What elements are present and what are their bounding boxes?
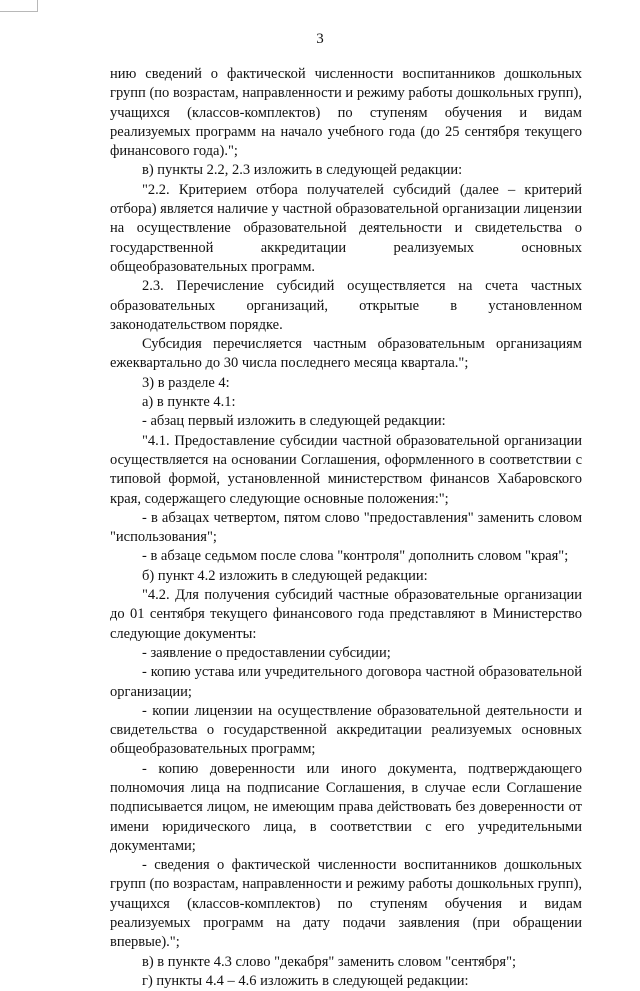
paragraph: нию сведений о фактической численности воспитанников дошкольных групп (по возрастам, направленности и режиму работы дошкольных групп), учащихся (классов-комплектов) по ступеням обучения и видам реализуемых программ на начало учебного года (до 25 сентября текущего финансового года)."; [110,66,582,160]
paragraph: в) в пункте 4.3 слово "декабря" заменить словом "сентября"; [142,953,517,970]
paragraph: Субсидия перечисляется частным образовательным организациям ежеквартально до 30 числа последнего месяца квартала."; [110,336,582,372]
page-number: 3 [316,31,324,47]
paragraph: - заявление о предоставлении субсидии; [142,644,391,661]
paragraph: г) пункты 4.4 – 4.6 изложить в следующей редакции: [142,972,469,989]
paragraph: - в абзаце седьмом после слова "контроля" дополнить словом "края"; [142,548,569,565]
paragraph: а) в пункте 4.1: [142,394,236,411]
paragraph: - копии лицензии на осуществление образовательной деятельности и свидетельства о государственной аккредитации реализуемых основных общеобразовательных программ; [110,702,582,758]
paragraph: 2.3. Перечисление субсидий осуществляется на счета частных образовательных организаций, открытые в установленном законодательством порядке. [110,278,582,333]
paragraph: в) пункты 2.2, 2.3 изложить в следующей редакции: [142,162,463,179]
paragraph: - абзац первый изложить в следующей редакции: [142,413,446,430]
document-body [110,65,582,991]
paragraph: 3) в разделе 4: [142,374,230,391]
paragraph: "4.1. Предоставление субсидии частной образовательной организации осуществляется на основании Соглашения, оформленного в соответствии с типовой формой, установленной министерством финансов Хабаровского края, содержащего следующие основные положения:"; [110,432,582,507]
paragraph: - копию устава или учредительного договора частной образовательной организации; [110,664,582,700]
paragraph: - в абзацах четвертом, пятом слово "предоставления" заменить словом "использования"; [110,509,582,546]
paragraph: - сведения о фактической численности воспитанников дошкольных групп (по возрастам, направленности и режиму работы дошкольных групп), учащихся (классов-комплектов) по ступеням обучения и видам реализуемых программ на дату подачи заявления (при обращении впервые)."; [110,857,582,951]
scan-corner-mark [0,0,38,12]
paragraph: "2.2. Критерием отбора получателей субсидий (далее – критерий отбора) является наличие у частной образовательной организации лицензии на осуществление образовательной деятельности и свидетельства о государственной аккредитации реализуемых основных общеобразовательных программ. [110,181,582,275]
paragraph: "4.2. Для получения субсидий частные образовательные организации до 01 сентября текущего финансового года представляют в Министерство следующие документы: [110,587,582,642]
paragraph: б) пункт 4.2 изложить в следующей редакции: [142,567,428,584]
paragraph: - копию доверенности или иного документа, подтверждающего полномочия лица на подписание Соглашения, в случае если Соглашение подписывается лицом, не имеющим права действовать без доверенности от имени юридического лица, в соответствии с его учредительными документами; [110,760,582,854]
